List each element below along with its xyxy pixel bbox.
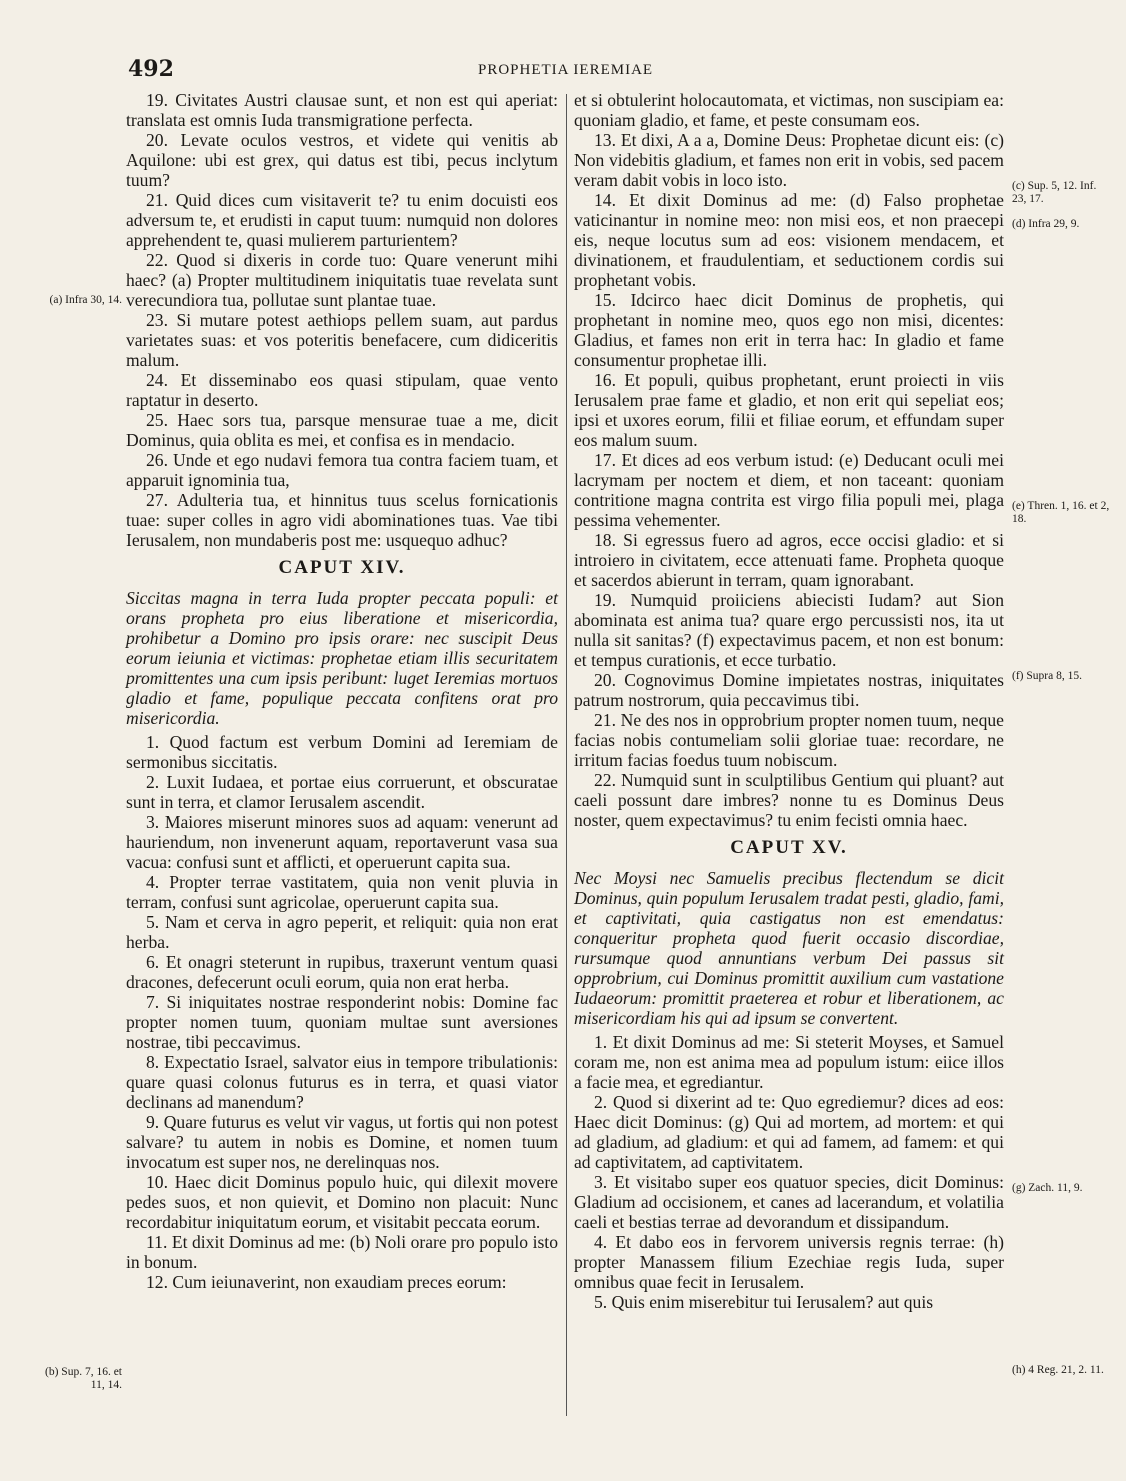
margin-note: (d) Infra 29, 9.	[1012, 218, 1080, 230]
page-number: 492	[128, 56, 174, 82]
verse: 8. Expectatio Israel, salvator eius in tempore tribulationis: quare quasi colonus futurus es in terra, et quasi viator declinans ad manendum?	[126, 1052, 558, 1112]
verse: 25. Haec sors tua, parsque mensurae tuae a me, dicit Dominus, quia oblita es mei, et confisa es in mendacio.	[126, 410, 558, 450]
verse: 18. Si egressus fuero ad agros, ecce occisi gladio: et si introiero in civitatem, ecce attenuati fame. Propheta quoque et sacerdos abierunt in terram, quam ignorabant.	[574, 530, 1004, 590]
verse: 26. Unde et ego nudavi femora tua contra faciem tuam, et apparuit ignominia tua,	[126, 450, 558, 490]
chapter-heading: CAPUT XIV.	[278, 557, 406, 578]
verse: 19. Numquid proiiciens abiecisti Iudam? aut Sion abominata est anima tua? quare ergo percussisti nos, ita ut nulla sit sanitas? (f) expectavimus pacem, et non est bonum: et tempus curationis, et ecce turbatio.	[574, 590, 1004, 670]
margin-note: (a) Infra 30, 14.	[49, 294, 122, 306]
verse: 22. Quod si dixeris in corde tuo: Quare venerunt mihi haec? (a) Propter multitudinem iniquitatis tuae revelata sunt verecundiora tua, pollutae sunt plantae tuae.	[126, 250, 558, 310]
verse: 6. Et onagri steterunt in rupibus, traxerunt ventum quasi dracones, defecerunt oculi eorum, quia non erat herba.	[126, 952, 558, 992]
chapter-summary: Nec Moysi nec Samuelis precibus flectendum se dicit Dominus, quin populum Ierusalem tradat pesti, gladio, fami, et captivitati, quia castigatus non est emendatus: conqueritur propheta quod fuerit occasio discordiae, rursumque quod annuntians verbum Dei passus sit opprobrium, cui Dominus promittit auxilium cum vastatione Iudaeorum: promittit praeterea et robur et liberationem, ac misericordiam his qui ad ipsum se convertent.	[574, 868, 1004, 1028]
column-divider	[566, 94, 567, 1416]
margin-note: (f) Supra 8, 15.	[1012, 670, 1082, 682]
verse: 27. Adulteria tua, et hinnitus tuus scelus fornicationis tuae: super colles in agro vidi abominationes tuas. Vae tibi Ierusalem, non mundaberis post me: usquequo adhuc?	[126, 490, 558, 550]
verse: 1. Et dixit Dominus ad me: Si steterit Moyses, et Samuel coram me, non est anima mea ad populum istum: eiice illos a facie mea, et egrediantur.	[574, 1032, 1004, 1092]
verse: 10. Haec dicit Dominus populo huic, qui dilexit movere pedes suos, et non quievit, et Domino non placuit: Nunc recordabitur iniquitatum eorum, et visitabit peccata eorum.	[126, 1172, 558, 1232]
margin-note: (b) Sup. 7, 16. et 11, 14.	[45, 1366, 122, 1391]
verse: 11. Et dixit Dominus ad me: (b) Noli orare pro populo isto in bonum.	[126, 1232, 558, 1272]
verse: 5. Quis enim miserebitur tui Ierusalem? aut quis	[594, 1292, 934, 1312]
verse: 24. Et disseminabo eos quasi stipulam, quae vento raptatur in deserto.	[126, 370, 558, 410]
right-column	[574, 90, 1004, 1312]
verse: 21. Ne des nos in opprobrium propter nomen tuum, neque facias nobis contumeliam solii gloriae tuae: recordare, ne irritum facias foedus tuum nobiscum.	[574, 710, 1004, 770]
verse: 15. Idcirco haec dicit Dominus de prophetis, qui prophetant in nomine meo, quos ego non misi, dicentes: Gladius, et fames non erit in terra hac: In gladio et fame consumentur prophetae illi.	[574, 290, 1004, 370]
margin-note: (g) Zach. 11, 9.	[1012, 1182, 1083, 1194]
verse: 13. Et dixi, A a a, Domine Deus: Prophetae dicunt eis: (c) Non videbitis gladium, et fames non erit in vobis, sed pacem veram dabit vobis in loco isto.	[574, 130, 1004, 190]
margin-note: (c) Sup. 5, 12. Inf. 23, 17.	[1012, 180, 1097, 205]
verse: 2. Luxit Iudaea, et portae eius corruerunt, et obscuratae sunt in terra, et clamor Ierusalem ascendit.	[126, 772, 558, 812]
verse: 16. Et populi, quibus prophetant, erunt proiecti in viis Ierusalem prae fame et gladio, et non erit qui sepeliat eos; ipsi et uxores eorum, filii et filiae eorum, et effundam super eos malum suum.	[574, 370, 1004, 450]
verse: 20. Levate oculos vestros, et videte qui venitis ab Aquilone: ubi est grex, qui datus est tibi, pecus inclytum tuum?	[126, 130, 558, 190]
chapter-heading: CAPUT XV.	[730, 837, 848, 858]
verse: 7. Si iniquitates nostrae responderint nobis: Domine fac propter nomen tuum, quoniam multae sunt aversiones nostrae, tibi peccavimus.	[126, 992, 558, 1052]
verse: 21. Quid dices cum visitaverit te? tu enim docuisti eos adversum te, et erudisti in caput tuum: numquid non dolores apprehendent te, quasi mulierem parturientem?	[126, 190, 558, 250]
verse: 14. Et dixit Dominus ad me: (d) Falso prophetae vaticinantur in nomine meo: non misi eos, et non praecepi eis, neque locutus sum ad eos: visionem mendacem, et divinationem, et fraudulentiam, et seductionem cordis sui prophetant vobis.	[574, 190, 1004, 290]
verse: 9. Quare futurus es velut vir vagus, ut fortis qui non potest salvare? tu autem in nobis es Domine, et nomen tuum invocatum est super nos, ne derelinquas nos.	[126, 1112, 558, 1172]
margin-note: (h) 4 Reg. 21, 2. 11.	[1012, 1364, 1104, 1376]
verse: 1. Quod factum est verbum Domini ad Ieremiam de sermonibus siccitatis.	[126, 732, 558, 772]
verse: 17. Et dices ad eos verbum istud: (e) Deducant oculi mei lacrymam per noctem et diem, et non taceant: quoniam contritione magna contrita est virgo filia populi mei, plaga pessima vehementer.	[574, 450, 1004, 530]
verse: 20. Cognovimus Domine impietates nostras, iniquitates patrum nostrorum, quia peccavimus tibi.	[574, 670, 1004, 710]
verse: 4. Propter terrae vastitatem, quia non venit pluvia in terram, confusi sunt agricolae, operuerunt capita sua.	[126, 872, 558, 912]
verse: 23. Si mutare potest aethiops pellem suam, aut pardus varietates suas: et vos poteritis benefacere, cum didiceritis malum.	[126, 310, 558, 370]
verse: 4. Et dabo eos in fervorem universis regnis terrae: (h) propter Manassem filium Ezechiae regis Iuda, super omnibus quae fecit in Ierusalem.	[574, 1232, 1004, 1292]
verse: 3. Maiores miserunt minores suos ad aquam: venerunt ad hauriendum, non invenerunt aquam, reportaverunt vasa sua vacua: confusi sunt et afflicti, et operuerunt capita sua.	[126, 812, 558, 872]
verse: et si obtulerint holocautomata, et victimas, non suscipiam ea: quoniam gladio, et fame, et peste consumam eos.	[574, 90, 1004, 130]
verse: 19. Civitates Austri clausae sunt, et non est qui aperiat: translata est omnis Iuda transmigratione perfecta.	[126, 90, 558, 130]
verse: 3. Et visitabo super eos quatuor species, dicit Dominus: Gladium ad occisionem, et canes ad lacerandum, et volatilia caeli et bestias terrae ad devorandum et dissipandum.	[574, 1172, 1004, 1232]
verse: 5. Nam et cerva in agro peperit, et reliquit: quia non erat herba.	[126, 912, 558, 952]
verse: 2. Quod si dixerint ad te: Quo egrediemur? dices ad eos: Haec dicit Dominus: (g) Qui ad mortem, ad mortem: et qui ad gladium, ad gladium: et qui ad famem, ad famem: et qui ad captivitatem, ad captivitatem.	[574, 1092, 1004, 1172]
verse: 12. Cum ieiunaverint, non exaudiam preces eorum:	[146, 1272, 507, 1292]
margin-note: (e) Thren. 1, 16. et 2, 18.	[1012, 500, 1110, 525]
verse: 22. Numquid sunt in sculptilibus Gentium qui pluant? aut caeli possunt dare imbres? nonne tu es Dominus Deus noster, quem expectavimus? tu enim fecisti omnia haec.	[574, 770, 1004, 830]
running-head: PROPHETIA IEREMIAE	[478, 62, 654, 78]
chapter-summary: Siccitas magna in terra Iuda propter peccata populi: et orans propheta pro eius liberatione et misericordia, prohibetur a Domino pro ipsis orare: nec suscipit Deus eorum ieiunia et victimas: prophetae etiam illis securitatem promittentes una cum ipsis peribunt: luget Ieremias mortuos gladio et fame, populique peccata confitens orat pro misericordia.	[126, 588, 558, 728]
left-column	[126, 90, 558, 1292]
